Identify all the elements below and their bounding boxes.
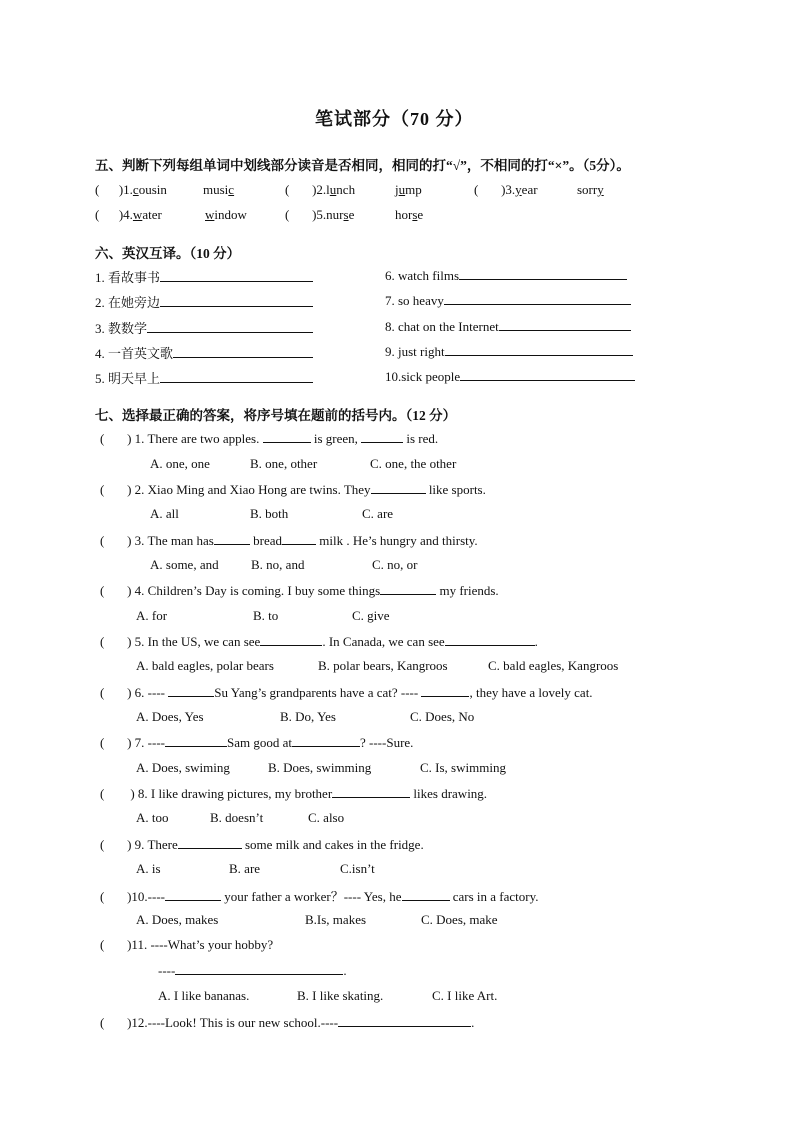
q5-option-a[interactable]: A. bald eagles, polar bears bbox=[136, 658, 274, 673]
s5-item-1-word2: music bbox=[203, 182, 235, 197]
answer-blank[interactable] bbox=[338, 1014, 471, 1027]
s6-right-8: 8. chat on the Internet bbox=[385, 318, 631, 335]
question-10: ( )10.---- your father a worker？---- Yes, he cars in a factory. bbox=[100, 889, 539, 904]
q7-option-a[interactable]: A. Does, swiming bbox=[136, 760, 230, 775]
answer-blank[interactable] bbox=[175, 962, 343, 975]
question-1: ( ) 1. There are two apples. is green, is red. bbox=[100, 431, 439, 446]
question-4: ( ) 4. Children’s Day is coming. I buy some things my friends. bbox=[100, 583, 499, 598]
answer-blank[interactable] bbox=[380, 582, 436, 595]
answer-blank[interactable] bbox=[160, 269, 313, 282]
s6-right-10: 10.sick people bbox=[385, 368, 635, 385]
answer-blank[interactable] bbox=[459, 267, 627, 280]
s6-left-3: 3. 教数学 bbox=[95, 318, 313, 337]
answer-blank[interactable] bbox=[165, 734, 227, 747]
answer-blank[interactable] bbox=[444, 292, 631, 305]
s5-item-1: ( )1.cousin bbox=[95, 182, 167, 197]
q4-option-b[interactable]: B. to bbox=[253, 608, 279, 623]
answer-blank[interactable] bbox=[168, 684, 214, 697]
answer-blank[interactable] bbox=[147, 320, 313, 333]
answer-blank[interactable] bbox=[445, 633, 535, 646]
q2-option-b[interactable]: B. both bbox=[250, 506, 289, 521]
question-12: ( )12.----Look! This is our new school.---- . bbox=[100, 1015, 475, 1030]
answer-blank[interactable] bbox=[421, 684, 469, 697]
answer-blank[interactable] bbox=[282, 532, 316, 545]
q11-option-c[interactable]: C. I like Art. bbox=[432, 988, 498, 1003]
q11-option-a[interactable]: A. I like bananas. bbox=[158, 988, 250, 1003]
q10-option-c[interactable]: C. Does, make bbox=[421, 912, 498, 927]
s5-item-3: ( )3.year bbox=[474, 182, 538, 197]
q9-option-b[interactable]: B. are bbox=[229, 861, 261, 876]
q1-option-b[interactable]: B. one, other bbox=[250, 456, 318, 471]
s6-left-2: 2. 在她旁边 bbox=[95, 292, 313, 311]
q8-option-c[interactable]: C. also bbox=[308, 810, 345, 825]
section-7-heading: 七、选择最正确的答案，将序号填在题前的括号内。（12 分） bbox=[95, 408, 457, 423]
q9-option-a[interactable]: A. is bbox=[136, 861, 161, 876]
s6-right-6: 6. watch films bbox=[385, 267, 627, 284]
answer-blank[interactable] bbox=[165, 888, 221, 901]
question-6: ( ) 6. ---- Su Yang’s grandparents have a cat? ---- , they have a lovely cat. bbox=[100, 685, 593, 700]
q2-option-a[interactable]: A. all bbox=[150, 506, 179, 521]
s5-item-5: ( )5.nurse bbox=[285, 207, 355, 222]
q10-option-b[interactable]: B.Is, makes bbox=[305, 912, 367, 927]
question-9: ( ) 9. There some milk and cakes in the fridge. bbox=[100, 837, 424, 852]
section-5-heading: 五、判断下列每组单词中划线部分读音是否相同，相同的打“√”，不相同的打“×”。（5分）。 bbox=[95, 158, 630, 173]
q10-option-a[interactable]: A. Does, makes bbox=[136, 912, 219, 927]
question-5: ( ) 5. In the US, we can see . In Canada, we can see . bbox=[100, 634, 538, 649]
s5-item-2-word2: jump bbox=[395, 182, 422, 197]
q6-option-b[interactable]: B. Do, Yes bbox=[280, 709, 336, 724]
question-8: ( ) 8. I like drawing pictures, my brother likes drawing. bbox=[100, 786, 488, 801]
answer-blank[interactable] bbox=[361, 430, 403, 443]
answer-blank[interactable] bbox=[214, 532, 250, 545]
answer-blank[interactable] bbox=[460, 368, 635, 381]
s5-item-5-word2: horse bbox=[395, 207, 424, 222]
q3-option-b[interactable]: B. no, and bbox=[251, 557, 305, 572]
s5-item-4-word2: window bbox=[205, 207, 247, 222]
page-title: 笔试部分（70 分） bbox=[315, 109, 474, 129]
q4-option-a[interactable]: A. for bbox=[136, 608, 168, 623]
q7-option-c[interactable]: C. Is, swimming bbox=[420, 760, 506, 775]
q9-option-c[interactable]: C.isn’t bbox=[340, 861, 375, 876]
q8-option-b[interactable]: B. doesn’t bbox=[210, 810, 264, 825]
q11-option-b[interactable]: B. I like skating. bbox=[297, 988, 384, 1003]
answer-blank[interactable] bbox=[160, 294, 313, 307]
question-7: ( ) 7. ---- Sam good at ? ----Sure. bbox=[100, 735, 414, 750]
q2-option-c[interactable]: C. are bbox=[362, 506, 394, 521]
q6-option-c[interactable]: C. Does, No bbox=[410, 709, 475, 724]
s6-left-4: 4. 一首英文歌 bbox=[95, 343, 313, 362]
s5-item-3-word2: sorry bbox=[577, 182, 604, 197]
answer-blank[interactable] bbox=[260, 633, 322, 646]
q3-option-a[interactable]: A. some, and bbox=[150, 557, 219, 572]
s5-item-4: ( )4.water bbox=[95, 207, 162, 222]
answer-blank[interactable] bbox=[332, 785, 410, 798]
answer-blank[interactable] bbox=[173, 345, 313, 358]
s6-left-1: 1. 看故事书 bbox=[95, 267, 313, 286]
answer-blank[interactable] bbox=[445, 343, 633, 356]
section-6-heading: 六、英汉互译。（10 分） bbox=[95, 246, 241, 261]
q4-option-c[interactable]: C. give bbox=[352, 608, 390, 623]
question-11: ( )11. ----What’s your hobby? bbox=[100, 937, 274, 952]
answer-blank[interactable] bbox=[160, 370, 313, 383]
s6-right-7: 7. so heavy bbox=[385, 292, 631, 309]
s6-left-5: 5. 明天早上 bbox=[95, 368, 313, 387]
answer-blank[interactable] bbox=[292, 734, 360, 747]
s6-right-9: 9. just right bbox=[385, 343, 633, 360]
question-3: ( ) 3. The man has bread milk . He’s hungry and thirsty. bbox=[100, 533, 478, 548]
answer-blank[interactable] bbox=[371, 481, 426, 494]
s5-item-2: ( )2.lunch bbox=[285, 182, 356, 197]
answer-blank[interactable] bbox=[178, 836, 242, 849]
q1-option-c[interactable]: C. one, the other bbox=[370, 456, 457, 471]
q7-option-b[interactable]: B. Does, swimming bbox=[268, 760, 372, 775]
q1-option-a[interactable]: A. one, one bbox=[150, 456, 210, 471]
q3-option-c[interactable]: C. no, or bbox=[372, 557, 418, 572]
question-2: ( ) 2. Xiao Ming and Xiao Hong are twins. They like sports. bbox=[100, 482, 486, 497]
answer-blank[interactable] bbox=[499, 318, 631, 331]
q5-option-b[interactable]: B. polar bears, Kangroos bbox=[318, 658, 448, 673]
q8-option-a[interactable]: A. too bbox=[136, 810, 169, 825]
q6-option-a[interactable]: A. Does, Yes bbox=[136, 709, 204, 724]
q5-option-c[interactable]: C. bald eagles, Kangroos bbox=[488, 658, 619, 673]
question-11-answer-line: ---- . bbox=[158, 963, 347, 978]
answer-blank[interactable] bbox=[263, 430, 311, 443]
answer-blank[interactable] bbox=[402, 888, 450, 901]
